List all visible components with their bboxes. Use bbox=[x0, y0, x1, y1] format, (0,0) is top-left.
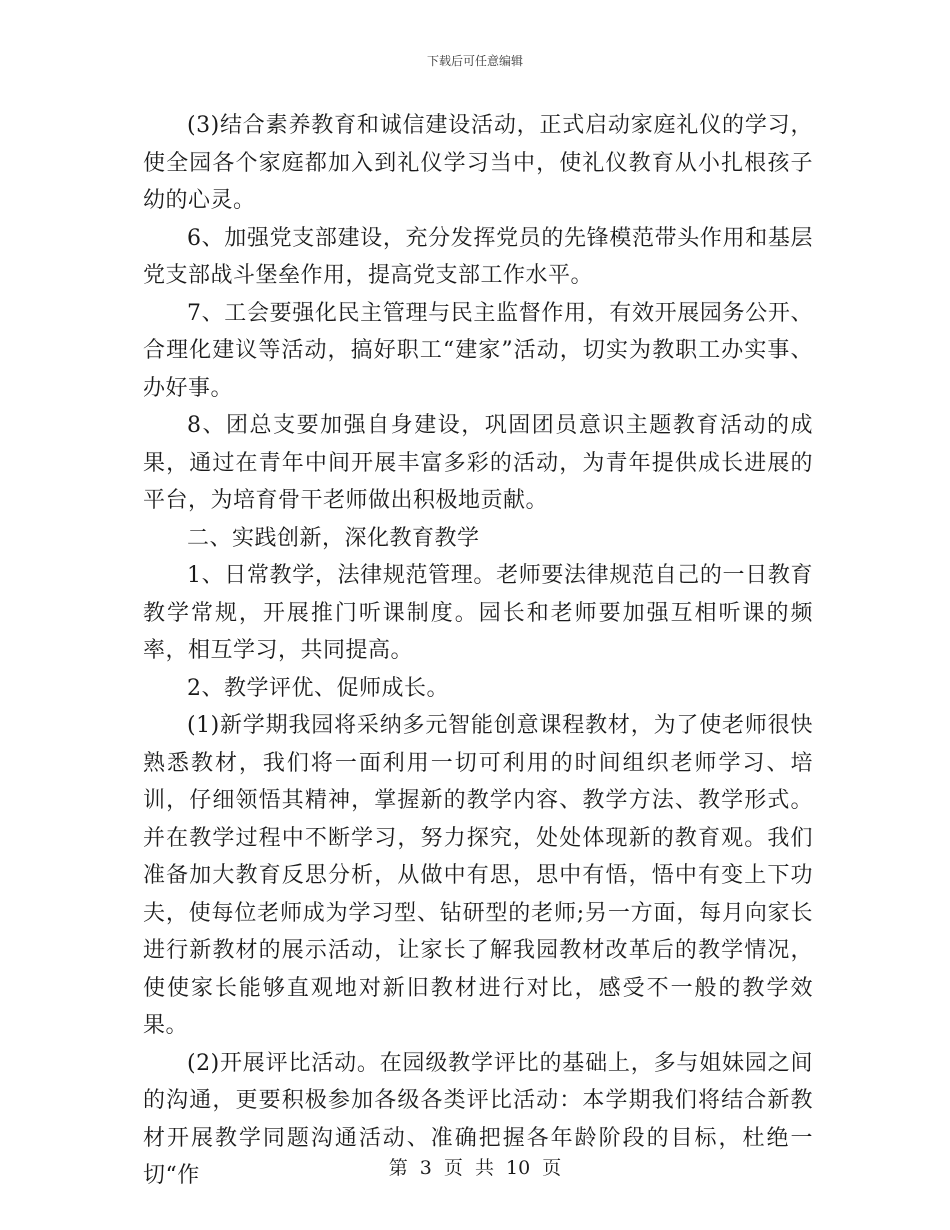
paragraph-party-branch: 6、加强党支部建设，充分发挥党员的先锋模范带头作用和基层党支部战斗堡垒作用，提高党支部工作水平。 bbox=[143, 225, 813, 288]
paragraph-evaluation-activities: (2)开展评比活动。在园级教学评比的基础上，多与姐妹园之间的沟通，更要积极参加各级各类评比活动：本学期我们将结合新教材开展教学同题沟通活动、准确把握各年龄阶段的目标，杜绝一切“作 bbox=[143, 1050, 813, 1188]
paragraph-daily-teaching: 1、日常教学，法律规范管理。老师要法律规范自己的一日教育教学常规，开展推门听课制度。园长和老师要加强互相听课的频率，相互学习，共同提高。 bbox=[143, 563, 813, 663]
paragraph-etiquette-education: (3)结合素养教育和诚信建设活动，正式启动家庭礼仪的学习，使全园各个家庭都加入到礼仪学习当中，使礼仪教育从小扎根孩子幼的心灵。 bbox=[143, 113, 813, 213]
paragraph-youth-league: 8、团总支要加强自身建设，巩固团员意识主题教育活动的成果，通过在青年中间开展丰富多彩的活动，为青年提供成长进展的平台，为培育骨干老师做出积极地贡献。 bbox=[143, 413, 813, 513]
page-header: 下载后可任意编辑 bbox=[426, 54, 523, 68]
paragraph-teaching-evaluation: 2、教学评优、促师成长。 bbox=[187, 675, 449, 701]
page-footer: 第 3 页 共 10 页 bbox=[388, 1157, 562, 1179]
paragraph-new-curriculum: (1)新学期我园将采纳多元智能创意课程教材，为了使老师很快熟悉教材，我们将一面利用一切可利用的时间组织老师学习、培训，仔细领悟其精神，掌握新的教学内容、教学方法、教学形式。并在教学过程中不断学习，努力探究，处处体现新的教育观。我们准备加大教育反思分析，从做中有思，思中有悟，悟中有变上下功夫，使每位老师成为学习型、钻研型的老师;另一方面，每月向家长进行新教材的展示活动，让家长了解我园教材改革后的教学情况，使使家长能够直观地对新旧教材进行对比，感受不一般的教学效果。 bbox=[143, 713, 813, 1038]
paragraph-trade-union: 7、工会要强化民主管理与民主监督作用，有效开展园务公开、合理化建议等活动，搞好职工“建家”活动，切实为教职工办实事、办好事。 bbox=[143, 300, 813, 401]
section-heading-teaching: 二、实践创新，深化教育教学 bbox=[187, 525, 480, 551]
document-body bbox=[143, 107, 813, 1195]
